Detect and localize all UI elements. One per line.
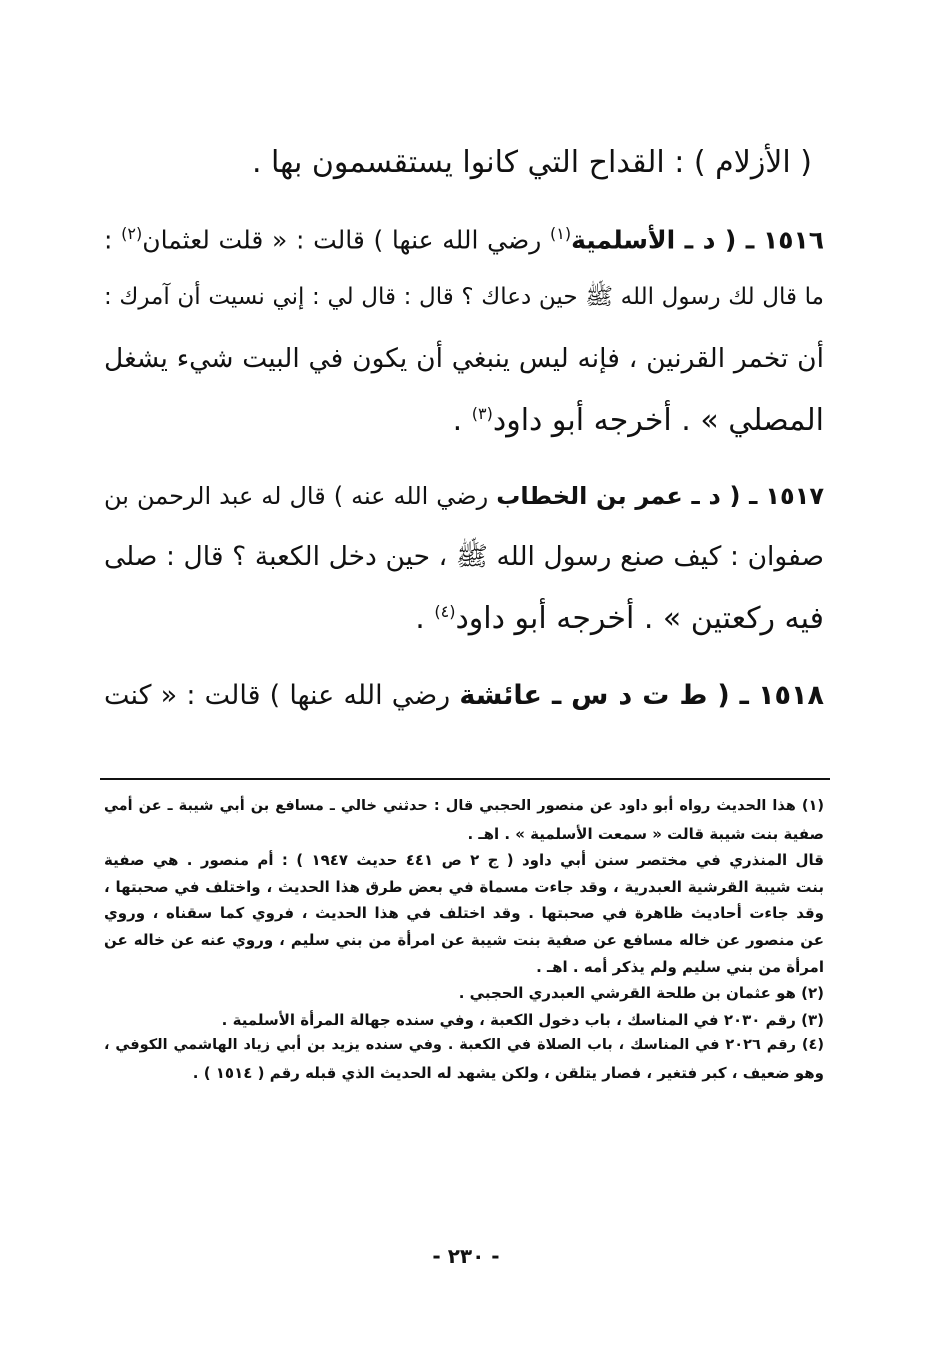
hadith-text: أن تخمر القرنين ، فإنه ليس ينبغي أن يكون في البيت شيء يشغل (104, 343, 824, 374)
hadith-text: رضي الله عنها ) قالت : « كنت (104, 680, 451, 711)
hadith-text: المصلي » . أخرجه أبو داود (492, 403, 824, 438)
hadith-1516-line-3 (104, 343, 824, 406)
footnote-ref: (١) (549, 224, 572, 243)
main-text (104, 145, 824, 742)
page-number: - ٢٣٠ - (432, 1244, 500, 1268)
footnote-ref: (٢) (121, 224, 143, 243)
hadith-text: رضي الله عنه ) قال له عبد الرحمن بن (104, 482, 489, 510)
footnotes (104, 798, 824, 1091)
footnote-line: قال المنذري في مختصر سنن أبي داود ( ج ٢ ص ٤٤١ حديث ١٩٤٧ ) : أم منصور . هي صفية (104, 851, 825, 870)
footnote-line: (٢) هو عثمان بن طلحة القرشي العبدري الحجبي . (458, 984, 824, 1003)
hadith-source: ـ ( ط ت د س ـ عائشة (459, 680, 749, 711)
hadith-text: : (104, 225, 113, 255)
hadith-number: ١٥١٧ (765, 482, 824, 510)
hadith-1518-line-1 (104, 682, 824, 742)
hadith-text: صفوان : كيف صنع رسول الله ﷺ ، حين دخل الكعبة ؟ قال : صلى (104, 541, 824, 572)
hadith-text: ما قال لك رسول الله ﷺ حين دعاك ؟ قال : قال لي : إني نسيت أن آمرك : (104, 284, 824, 310)
hadith-source: ـ ( د ـ عمر بن الخطاب (496, 482, 758, 510)
footnote-line: (١) هذا الحديث رواه أبو داود عن منصور الحجبي قال : حدثني خالي ـ مسافع بن أبي شيبة ـ عن أمي (104, 798, 824, 814)
hadith-1517-line-3 (104, 601, 824, 664)
footnote-ref: (٣) (471, 404, 493, 423)
footnote-line: امرأة من بني سليم ولم يذكر أمه . اهـ . (536, 957, 824, 976)
intro-line (104, 145, 824, 208)
hadith-1516-line-2 (104, 286, 824, 346)
footnote-line: بنت شيبة القرشية العبدرية ، وقد جاءت مسماة في بعض طرق هذا الحديث ، واختلف في صحبتها ، (104, 877, 824, 896)
footnote-line: عن منصور عن خاله مسافع عن صفية بنت شيبة عن امرأة من بني سليم ، وروي عنه عن خاله عن (104, 930, 824, 949)
hadith-text: فيه ركعتين » . أخرجه أبو داود (455, 601, 824, 636)
hadith-1516-line-1 (104, 226, 824, 286)
hadith-1516-line-4 (104, 403, 824, 466)
footnote-divider (100, 778, 830, 780)
hadith-source: ـ ( د ـ الأسلمية (571, 225, 755, 255)
footnote-line: (٤) رقم ٢٠٢٦ في المناسك ، باب الصلاة في الكعبة . وفي سنده يزيد بن أبي زياد الهاشمي الكوفي ، (104, 1037, 824, 1054)
hadith-text: . (415, 601, 425, 636)
footnote-line: وقد جاءت أحاديث ظاهرة في صحبتها . وقد اختلف في هذا الحديث ، فروي كما سقناه ، وروي (104, 904, 824, 923)
hadith-number: ١٥١٨ (758, 680, 824, 711)
intro-text: ( الأزلام ) : القداح التي كانوا يستقسمون بها . (251, 145, 812, 180)
hadith-1517-line-1 (104, 484, 824, 544)
hadith-text: رضي الله عنها ) قالت : « قلت لعثمان (142, 225, 542, 255)
footnote-line: صفية بنت شيبة قالت « سمعت الأسلمية » . اهـ . (467, 824, 824, 843)
footnote-ref: (٤) (434, 602, 456, 621)
hadith-1517-line-2 (104, 541, 824, 604)
footnote-line: (٣) رقم ٢٠٣٠ في المناسك ، باب دخول الكعبة ، وفي سنده جهالة المرأة الأسلمية . (221, 1010, 824, 1029)
hadith-text: . (452, 403, 463, 438)
footnote-line: وهو ضعيف ، كبر فتغير ، فصار يتلقن ، ولكن يشهد له الحديث الذي قبله رقم ( ١٥١٤ ) . (192, 1063, 824, 1082)
hadith-number: ١٥١٦ (762, 225, 824, 255)
